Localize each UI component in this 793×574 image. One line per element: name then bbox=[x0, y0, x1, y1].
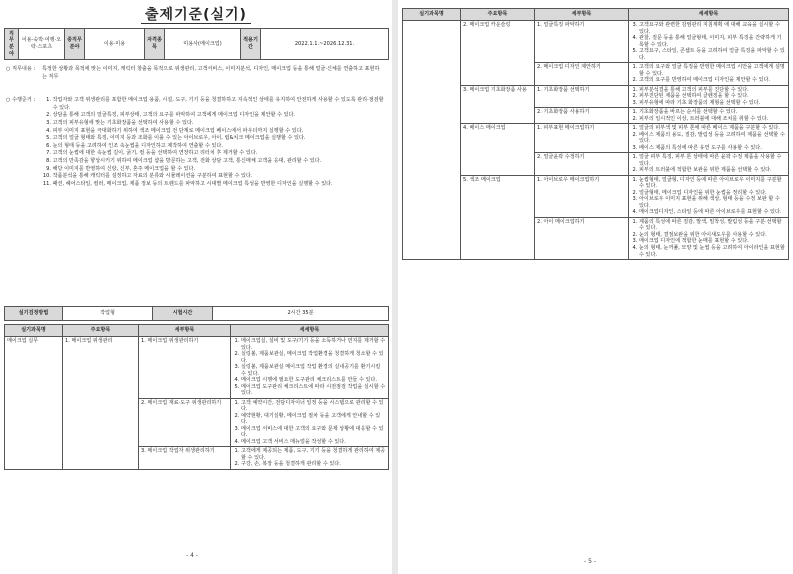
sub-item-list bbox=[233, 400, 386, 446]
sub-items bbox=[629, 21, 789, 63]
detail-item: 2. 메이크업 재료·도구 위생관리하기 bbox=[139, 398, 231, 447]
subject-name: 메이크업 실무 bbox=[5, 337, 63, 470]
time-label: 시험시간 bbox=[153, 307, 213, 321]
sub-item: 5. 고객요구, 스타일, 콘셉트 등을 고려하여 얼굴 특징을 파악할 수 있다. bbox=[639, 48, 786, 61]
criteria-item: 9. 해당 이미지를 반영하여 신랑, 신부, 혼주 메이크업을 할 수 있다. bbox=[53, 166, 384, 174]
document-title: 출제기준(실기) bbox=[0, 4, 392, 24]
detail-item: 2. 메이크업 디자인 제안하기 bbox=[535, 63, 629, 86]
subject-table-left bbox=[4, 324, 389, 470]
sub-items bbox=[629, 63, 789, 86]
sub-item: 1. 기초화장품을 바르는 순서를 선택할 수 있다. bbox=[639, 109, 786, 116]
sub-item: 2. 피부의 일시적인 이상, 트러블에 대해 조치를 취할 수 있다. bbox=[639, 116, 786, 123]
sub-item: 3. 피부유형에 따라 기초 화장품의 제형을 선택할 수 있다. bbox=[639, 100, 786, 107]
sub-item: 5. 메이크업 도구관리 체크리스트에 따라 시전점검 작업을 실시할 수 있다. bbox=[241, 384, 386, 397]
table-row bbox=[403, 21, 789, 63]
mid-field-value: 이용·미용 bbox=[85, 29, 145, 60]
sub-items bbox=[629, 217, 789, 259]
sub-item: 1. 피부분석결을 통해 고객의 피부를 진단할 수 있다. bbox=[639, 87, 786, 94]
criteria-item: 5. 고객의 얼굴 형태와 특징, 이미지 등과 조화를 이룰 수 있는 아이브로우, 아이, 립&치크 메이크업을 실행할 수 있다. bbox=[53, 135, 384, 143]
sub-items bbox=[629, 153, 789, 176]
sub-items bbox=[231, 337, 389, 399]
criteria-item: 4. 피부 이미지 표현을 극대화하기 위하여 색조 메이크업 전 단계로 메이크업 베이스에서 파우더까지 실행할 수 있다. bbox=[53, 128, 384, 136]
page-4 bbox=[0, 0, 392, 574]
sub-item: 1. 눈썹형태, 얼굴형, 디자인 등에 따른 아이브로우 이미지를 구분할 수 있다. bbox=[639, 177, 786, 190]
sub-item: 2. 고객의 요구를 반영하여 메이크업 디자인을 제안할 수 있다. bbox=[639, 77, 786, 84]
sub-item: 1. 고객에게 제공되는 제품, 도구, 기기 등을 청결하게 관리하여 제공할 수 있다. bbox=[241, 448, 386, 461]
sub-item: 2. 베이스 제품의 용도, 질감, 발림성 등을 고려하여 제품을 선택할 수 있다. bbox=[639, 132, 786, 145]
sub-item: 4. 메이크업 시행에 필요한 도구관리 체크리스트를 만들 수 있다. bbox=[241, 377, 386, 384]
mid-field-label: 중직무분야 bbox=[65, 29, 85, 60]
col-main-item: 주요항목 bbox=[461, 9, 535, 21]
sub-item: 1. 고객 예약시간, 전담디자이너 일정 등을 시스템으로 관리할 수 있다. bbox=[241, 400, 386, 413]
sub-item: 3. 실링볼, 제품보관실 메이크업 작업 환경의 실내공기를 환기시킬 수 있다. bbox=[241, 364, 386, 377]
sub-item-list bbox=[631, 64, 786, 84]
sub-item: 3. 메이크업 디자인에 적합한 눈매를 표현할 수 있다. bbox=[639, 238, 786, 245]
sub-items bbox=[629, 124, 789, 153]
sub-item: 3. 베이스 제품의 특성에 따른 유연 도구를 사용할 수 있다. bbox=[639, 145, 786, 152]
criteria-item: 8. 고객의 만족감을 향상시키기 위하여 메이크업 샵을 방문하는 고객, 전화 상담 고객, 통신매체 고객을 응대, 관리할 수 있다. bbox=[53, 158, 384, 166]
sub-item: 1. 메이크업실, 설비 및 도구/기기 등을 소독하거나 먼지를 제거할 수 있다. bbox=[241, 338, 386, 351]
sub-items bbox=[629, 175, 789, 217]
subject-table-right bbox=[402, 8, 789, 260]
sub-item: 2. 얼굴형태, 메이크업 디자인을 위한 눈썹을 정리할 수 있다. bbox=[639, 190, 786, 197]
cert-value: 미용사(메이크업) bbox=[165, 29, 241, 60]
sub-item: 1. 고객의 요구와 얼굴 특징을 반영한 메이크업 시안을 고객에게 설명할 수 있다. bbox=[639, 64, 786, 77]
detail-item: 1. 메이크업 위생관리하기 bbox=[139, 337, 231, 399]
criteria-item: 11. 패션, 헤어스타일, 컬러, 메이크업, 제품 정보 등의 트렌드를 파악하고 시대별 메이크업 특성을 반영한 디자인을 실행할 수 있다. bbox=[53, 181, 384, 189]
sub-items bbox=[231, 398, 389, 447]
sub-item: 2. 예약현황, 대기실황, 메이크업 절차 등을 고객에게 안내할 수 있다. bbox=[241, 413, 386, 426]
table-row bbox=[403, 85, 789, 108]
method-label: 실기검정방법 bbox=[5, 307, 63, 321]
page-number: - 4 - bbox=[186, 552, 198, 559]
detail-item: 1. 아이브로우 메이크업하기 bbox=[535, 175, 629, 217]
criteria-item: 10. 작품분석을 통해 캐릭터를 설정하고 자료의 분류와 시뮬레이션을 구분하여 표현할 수 있다. bbox=[53, 173, 384, 181]
detail-item: 2. 기초화장품 사용하기 bbox=[535, 108, 629, 124]
exam-method-table bbox=[4, 306, 389, 321]
col-subject: 실기과목명 bbox=[403, 9, 461, 21]
criteria-item: 7. 고객의 눈썹에 대한 속눈썹 길이, 굵기, 컬 등을 선택하여 연장하고 리터치 후 제거할 수 있다. bbox=[53, 150, 384, 158]
sub-item-list bbox=[233, 338, 386, 397]
sub-item: 1. 얼굴 피부 특징, 피부 톤 상태에 따른 윤곽 수정 제품을 사용할 수 있다. bbox=[639, 154, 786, 167]
page-number: - 5 - bbox=[584, 558, 596, 565]
sub-item-list bbox=[233, 448, 386, 468]
table-row bbox=[403, 124, 789, 153]
sub-item: 2. 구강, 손, 복장 등을 청결하게 관리할 수 있다. bbox=[241, 461, 386, 468]
sub-item: 4. 눈의 형태, 눈꺼풀, 모양 및 눈썹 등을 고려하여 아이라인을 표현할 수 있다. bbox=[639, 245, 786, 258]
sub-item: 1. 제품의 특성에 따른 질감, 발색, 밀착성, 발림성 등을 구분·선택할 수 있다. bbox=[639, 219, 786, 232]
sub-item: 3. 메이크업 서비스에 대한 고객의 요구와 문제 상황에 대응할 수 있다. bbox=[241, 426, 386, 439]
sub-item-list bbox=[631, 219, 786, 258]
subject-name bbox=[403, 21, 461, 260]
sub-item-list bbox=[631, 177, 786, 216]
sub-item-list bbox=[631, 125, 786, 151]
cert-label: 자격종목 bbox=[145, 29, 165, 60]
sub-items bbox=[231, 447, 389, 470]
sub-item: 2. 눈의 형태, 결점보완을 위한 아이섀도우를 사용할 수 있다. bbox=[639, 232, 786, 239]
sub-items bbox=[629, 108, 789, 124]
col-sub-item: 세세항목 bbox=[629, 9, 789, 21]
performance-criteria: ○ 수행준거 : 1. 작업자와 고객 위생관리를 포함한 메이크업 용품, 시설, 도구, 기기 등을 청결하하고 지속적인 상태를 유지하여 안전하게 사용할 수 있도록 관리·점검할 수 있다. 2. 상담을 통해 고객의 얼굴특징, 피부상태, 고객의 요구를 파악하여 고객에게 메이크업 디자인을 제안할 수 있다. 3. 고객의 피부유형에 맞는 기초화장품을 선택하여 사용할 수 있다. 4. 피부 이미지 표현을 극대화하기 위하여 색조 메이크업 전 단계로 메이크업 베이스에서 파우더까지 실행할 수 있다. 5. 고객의 얼굴 형태와 특징, 이미지 등과 조화를 이룰 수 있는 아이브로우, 아이, 립&치크 메이크업을 실행할 수 있다. 6. 눈의 형태 등을 고려하여 인조 속눈썹을 디자인하고 제작하여 연출할 수 있다. 7. 고객의 눈썹에 대한 속눈썹 길이, 굵기, 컬 등을 선택하여 연장하고 리터치 후 제거할 수 있다. 8. 고객의 만족감을 향상시키기 위하여 메이크업 샵을 방문하는 고객, 전화 상담 고객, 통신매체 고객을 응대, 관리할 수 있다. 9. 해당 이미지를 반영하여 신랑, 신부, 혼주 메이크업을 할 수 있다. 10. 작품분석을 통해 캐릭터를 설정하고 자료의 분류와 시뮬레이션을 구분하여 표현할 수 있다. 11. 패션, 헤어스타일, 컬러, 메이크업, 제품 정보 등의 트렌드를 파악하고 시대별 메이크업 특성을 반영한 디자인을 실행할 수 있다. bbox=[6, 97, 386, 189]
criteria-item: 3. 고객의 피부유형에 맞는 기초화장품을 선택하여 사용할 수 있다. bbox=[53, 120, 384, 128]
col-detail-item: 세부항목 bbox=[139, 325, 231, 337]
exam-header-table bbox=[4, 28, 389, 60]
col-main-item: 주요항목 bbox=[63, 325, 139, 337]
sub-item: 4. 메이크업 고객 서비스 매뉴얼을 작성할 수 있다. bbox=[241, 439, 386, 446]
sub-item: 4. 메이크업디자인, 스타일 등에 따른 아이브로우를 표현할 수 있다. bbox=[639, 209, 786, 216]
method-value: 작업형 bbox=[63, 307, 153, 321]
sub-item-list bbox=[631, 109, 786, 122]
sub-item: 2. 피부의 트러블에 적합한 보완을 위한 제품을 선택할 수 있다. bbox=[639, 167, 786, 174]
period-value: 2022.1.1.~2026.12.31. bbox=[261, 29, 389, 60]
col-sub-item: 세세항목 bbox=[231, 325, 389, 337]
detail-item: 2. 아이 메이크업하기 bbox=[535, 217, 629, 259]
sub-item-list bbox=[631, 22, 786, 61]
criteria-list bbox=[44, 97, 384, 189]
detail-item: 1. 얼굴특징 파악하기 bbox=[535, 21, 629, 63]
col-detail-item: 세부항목 bbox=[535, 9, 629, 21]
table-row bbox=[5, 337, 389, 399]
main-item: 5. 색조 메이크업 bbox=[461, 175, 535, 259]
sub-item: 1. 얼굴의 피부색 및 피부 톤에 따른 베이스 제품을 구분할 수 있다. bbox=[639, 125, 786, 132]
main-item: 4. 베이스 메이크업 bbox=[461, 124, 535, 176]
table-row bbox=[403, 175, 789, 217]
sub-item: 3. 고객요구와 관련한 감염관리 지침계획 에 대해 교육을 실시할 수 있다. bbox=[639, 22, 786, 35]
period-label: 적용기간 bbox=[241, 29, 261, 60]
time-value: 2시간 35분 bbox=[213, 307, 389, 321]
criteria-item: 6. 눈의 형태 등을 고려하여 인조 속눈썹을 디자인하고 제작하여 연출할 수 있다. bbox=[53, 143, 384, 151]
detail-item: 3. 메이크업 작업자 위생관리하기 bbox=[139, 447, 231, 470]
sub-items bbox=[629, 85, 789, 108]
main-item: 1. 메이크업 위생관리 bbox=[63, 337, 139, 470]
criteria-item: 1. 작업자와 고객 위생관리를 포함한 메이크업 용품, 시설, 도구, 기기 등을 청결하하고 지속적인 상태를 유지하여 안전하게 사용할 수 있도록 관리·점검할 수 있다. bbox=[53, 97, 384, 112]
detail-item: 1. 피부표현 메이크업하기 bbox=[535, 124, 629, 153]
col-subject: 실기과목명 bbox=[5, 325, 63, 337]
criteria-item: 2. 상담을 통해 고객의 얼굴특징, 피부상태, 고객의 요구를 파악하여 고객에게 메이크업 디자인을 제안할 수 있다. bbox=[53, 112, 384, 120]
main-item: 2. 메이크업 카운슬링 bbox=[461, 21, 535, 86]
field-value: 이용·숙박·여행·오락·스포츠 bbox=[19, 29, 65, 60]
sub-item-list bbox=[631, 154, 786, 174]
main-item: 3. 메이크업 기초화장품 사용 bbox=[461, 85, 535, 124]
page-5 bbox=[398, 0, 793, 574]
duty-description: ○ 직무내용 : 특정한 상황과 목적에 맞는 이미지, 캐릭터 창출을 목적으로 위생관리, 고객서비스, 이미지분석, 디자인, 메이크업 등을 통해 얼굴·신체를 연출하고 표현하는 직무 bbox=[6, 66, 380, 80]
detail-item: 1. 기초화장품 선택하기 bbox=[535, 85, 629, 108]
detail-item: 2. 얼굴윤곽 수정하기 bbox=[535, 153, 629, 176]
sub-item: 3. 아이브로우 이미지 표현을 위해 색상, 형태 등을 수정 보완 할 수 있다. bbox=[639, 196, 786, 209]
sub-item-list bbox=[631, 87, 786, 107]
field-label: 직무분야 bbox=[5, 29, 19, 60]
sub-item: 2. 피부진단된 제품을 선택하여 클렌징을 할 수 있다. bbox=[639, 93, 786, 100]
sub-item: 2. 실링볼, 제품보관실, 메이크업 작업환경을 청결하게 청소할 수 있다. bbox=[241, 351, 386, 364]
sub-item: 4. 관찰, 질문 등을 통해 얼굴형태, 이미지, 피부 특징을 간략하게 기록할 수 있다. bbox=[639, 35, 786, 48]
